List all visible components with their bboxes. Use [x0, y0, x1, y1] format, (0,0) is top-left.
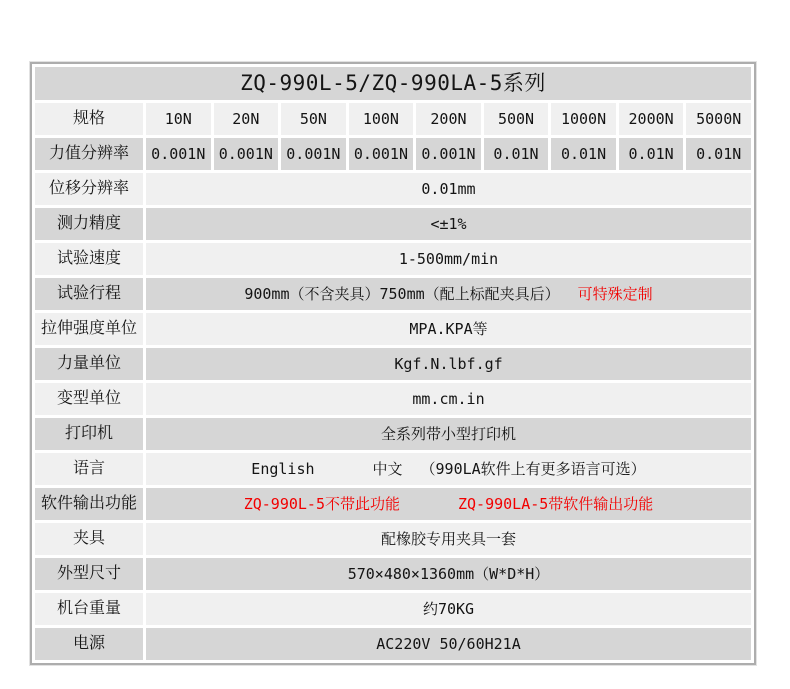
printer-row	[35, 418, 751, 450]
spec-cell: 10N	[146, 103, 211, 135]
row-value: 0.01mm	[146, 173, 751, 205]
spec-header-row	[35, 103, 751, 135]
row-label: 变型单位	[35, 383, 143, 415]
spec-cell: 1000N	[551, 103, 616, 135]
spec-sheet	[30, 62, 756, 665]
row-value: MPA.KPA等	[146, 313, 751, 345]
force-resolution-row	[35, 138, 751, 170]
tensile-strength-unit-row	[35, 313, 751, 345]
row-label: 打印机	[35, 418, 143, 450]
row-value: mm.cm.in	[146, 383, 751, 415]
row-value: 570×480×1360mm（W*D*H）	[146, 558, 751, 590]
power-supply-row	[35, 628, 751, 660]
force-accuracy-row	[35, 208, 751, 240]
custom-option-note: 可特殊定制	[577, 284, 653, 303]
deformation-unit-row	[35, 383, 751, 415]
row-label: 软件输出功能	[35, 488, 143, 520]
displacement-resolution-row	[35, 173, 751, 205]
row-value	[146, 278, 751, 310]
spec-cell: 0.01N	[686, 138, 751, 170]
software-note-990l: ZQ-990L-5不带此功能	[243, 494, 400, 513]
fixture-row	[35, 523, 751, 555]
page-title: ZQ-990L-5/ZQ-990LA-5系列	[35, 67, 751, 100]
spec-cell: 0.001N	[416, 138, 481, 170]
machine-weight-row	[35, 593, 751, 625]
row-value: 约70KG	[146, 593, 751, 625]
spec-cell: 0.01N	[619, 138, 684, 170]
spec-cell: 0.001N	[146, 138, 211, 170]
row-value	[146, 488, 751, 520]
row-value: <±1%	[146, 208, 751, 240]
row-label: 试验行程	[35, 278, 143, 310]
spec-cell: 200N	[416, 103, 481, 135]
row-value: AC220V 50/60H21A	[146, 628, 751, 660]
language-chinese: 中文	[372, 459, 403, 478]
row-label: 力量单位	[35, 348, 143, 380]
row-label: 外型尺寸	[35, 558, 143, 590]
row-value: Kgf.N.lbf.gf	[146, 348, 751, 380]
row-label-force-resolution: 力值分辨率	[35, 138, 143, 170]
test-speed-row	[35, 243, 751, 275]
row-label: 测力精度	[35, 208, 143, 240]
row-value	[146, 453, 751, 485]
test-stroke-row	[35, 278, 751, 310]
row-value: 全系列带小型打印机	[146, 418, 751, 450]
row-label: 电源	[35, 628, 143, 660]
software-output-row	[35, 488, 751, 520]
spec-cell: 100N	[349, 103, 414, 135]
software-note-990la: ZQ-990LA-5带软件输出功能	[457, 494, 654, 513]
title-row	[35, 67, 751, 100]
language-english: English	[251, 459, 315, 478]
spec-cell: 0.001N	[349, 138, 414, 170]
spec-cell: 50N	[281, 103, 346, 135]
row-label: 机台重量	[35, 593, 143, 625]
spec-cell: 2000N	[619, 103, 684, 135]
row-label: 位移分辨率	[35, 173, 143, 205]
spec-cell: 20N	[214, 103, 279, 135]
row-value: 配橡胶专用夹具一套	[146, 523, 751, 555]
stroke-value: 900mm（不含夹具）750mm（配上标配夹具后）	[244, 284, 560, 303]
row-value: 1-500mm/min	[146, 243, 751, 275]
spec-table	[30, 62, 756, 665]
dimensions-row	[35, 558, 751, 590]
force-unit-row	[35, 348, 751, 380]
row-label: 语言	[35, 453, 143, 485]
language-note: （990LA软件上有更多语言可选）	[420, 459, 646, 478]
spec-cell: 5000N	[686, 103, 751, 135]
row-label: 试验速度	[35, 243, 143, 275]
spec-cell: 500N	[484, 103, 549, 135]
spec-cell: 0.001N	[281, 138, 346, 170]
language-row	[35, 453, 751, 485]
spec-cell: 0.001N	[214, 138, 279, 170]
row-label-spec: 规格	[35, 103, 143, 135]
spec-cell: 0.01N	[551, 138, 616, 170]
row-label: 夹具	[35, 523, 143, 555]
spec-cell: 0.01N	[484, 138, 549, 170]
row-label: 拉伸强度单位	[35, 313, 143, 345]
